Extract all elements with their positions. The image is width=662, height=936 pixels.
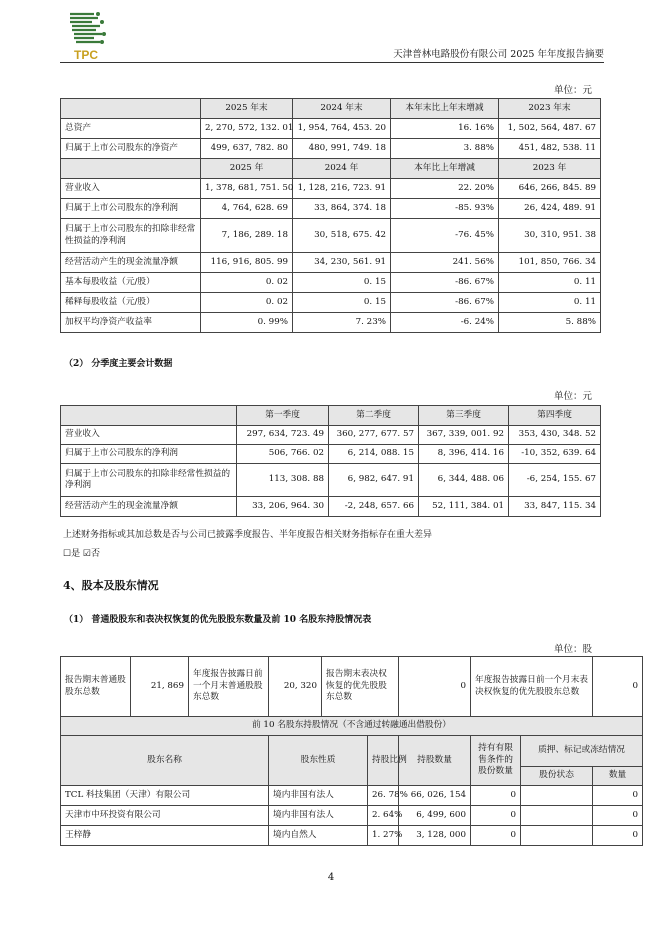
table-row: 加权平均净资产收益率 0. 99% 7. 23% -6. 24% 5. 88% bbox=[61, 313, 601, 333]
table-row: 营业收入 297, 634, 723. 49 360, 277, 677. 57 367, 339, 001. 92 353, 430, 348. 52 bbox=[61, 426, 601, 445]
discrepancy-note: 上述财务指标或其加总数是否与公司已披露季度报告、半年度报告相关财务指标存在重大差异 bbox=[63, 530, 433, 540]
table-row: 营业收入 1, 378, 681, 751. 50 1, 128, 216, 723. 91 22. 20% 646, 266, 845. 89 bbox=[61, 179, 601, 199]
shareholders-section-title: 4、股本及股东情况 bbox=[63, 579, 159, 592]
shareholders-table bbox=[60, 656, 643, 846]
table-row: 归属于上市公司股东的扣除非经常性损益的净利润 113, 308. 88 6, 982, 647. 91 6, 344, 488. 06 -6, 254, 155. 67 bbox=[61, 464, 601, 497]
table1-unit: 单位：元 bbox=[553, 85, 592, 96]
quarterly-data-table bbox=[60, 405, 601, 517]
shareholders-subsection-title: （1） 普通股股东和表决权恢复的优先股股东数量及前 10 名股东持股情况表 bbox=[64, 615, 372, 625]
shareholders-unit: 单位：股 bbox=[553, 644, 592, 655]
top10-header-row-2: 股份状态 数量 bbox=[61, 767, 643, 786]
table1-header-row: 2025 年末 2024 年末 本年末比上年末增减 2023 年末 bbox=[61, 99, 601, 119]
quarterly-header-row: 第一季度 第二季度 第三季度 第四季度 bbox=[61, 406, 601, 426]
report-header-title: 天津普林电路股份有限公司 2025 年年度报告摘要 bbox=[393, 49, 604, 60]
top10-header-row-1: 股东名称 股东性质 持股比例 持股数量 持有有限售条件的股份数量 质押、标记或冻结情况 bbox=[61, 736, 643, 767]
table-row: 归属于上市公司股东的净利润 4, 764, 628. 69 33, 864, 374. 18 -85. 93% 26, 424, 489. 91 bbox=[61, 199, 601, 219]
logo-circuit-icon bbox=[64, 10, 108, 62]
table-row: 基本每股收益（元/股） 0. 02 0. 15 -86. 67% 0. 11 bbox=[61, 273, 601, 293]
table-row: 总资产 2, 270, 572, 132. 01 1, 954, 764, 453. 20 16. 16% 1, 502, 564, 487. 67 bbox=[61, 119, 601, 139]
shareholder-summary-row bbox=[61, 657, 643, 717]
table-row: 天津市中环投资有限公司 境内非国有法人 2. 64% 6, 499, 600 0 0 bbox=[61, 806, 643, 826]
table-row: 归属于上市公司股东的净利润 506, 766. 02 6, 214, 088. 15 8, 396, 414. 16 -10, 352, 639. 64 bbox=[61, 445, 601, 464]
top10-caption-row bbox=[61, 717, 643, 736]
discrepancy-choice: ☐是 ☑否 bbox=[63, 549, 100, 559]
summary-value: 21, 869 bbox=[131, 657, 189, 717]
page-number: 4 bbox=[327, 872, 335, 883]
quarterly-section-title: （2） 分季度主要会计数据 bbox=[64, 359, 173, 369]
summary-value: 20, 320 bbox=[269, 657, 322, 717]
summary-label: 报告期末表决权恢复的优先股股东总数 bbox=[322, 657, 399, 717]
table-row: 归属于上市公司股东的净资产 499, 637, 782. 80 480, 991, 749. 18 3. 88% 451, 482, 538. 11 bbox=[61, 139, 601, 159]
logo-text: TPC bbox=[74, 48, 98, 62]
table-row: 经营活动产生的现金流量净额 33, 206, 964. 30 -2, 248, 657. 66 52, 111, 384. 01 33, 847, 115. 34 bbox=[61, 497, 601, 517]
summary-value: 0 bbox=[593, 657, 643, 717]
quarterly-unit: 单位：元 bbox=[553, 391, 592, 402]
table-row: 经营活动产生的现金流量净额 116, 916, 805. 99 34, 230, 561. 91 241. 56% 101, 850, 766. 34 bbox=[61, 253, 601, 273]
table-row: 王梓静 境内自然人 1. 27% 3, 128, 000 0 0 bbox=[61, 826, 643, 846]
table-row: TCL 科技集团（天津）有限公司 境内非国有法人 26. 78% 66, 026, 154 0 0 bbox=[61, 786, 643, 806]
summary-label: 年度报告披露日前一个月末普通股股东总数 bbox=[189, 657, 269, 717]
annual-key-data-table bbox=[60, 98, 601, 333]
table-row: 归属于上市公司股东的扣除非经常性损益的净利润 7, 186, 289. 18 30, 518, 675. 42 -76. 45% 30, 310, 951. 38 bbox=[61, 219, 601, 253]
summary-label: 年度报告披露日前一个月末表决权恢复的优先股股东总数 bbox=[471, 657, 593, 717]
table1-subheader-row: 2025 年 2024 年 本年比上年增减 2023 年 bbox=[61, 159, 601, 179]
summary-label: 报告期末普通股股东总数 bbox=[61, 657, 131, 717]
header-divider bbox=[60, 62, 604, 63]
table-row: 稀释每股收益（元/股） 0. 02 0. 15 -86. 67% 0. 11 bbox=[61, 293, 601, 313]
top10-caption: 前 10 名股东持股情况（不含通过转融通出借股份） bbox=[61, 717, 643, 736]
summary-value: 0 bbox=[399, 657, 471, 717]
company-logo bbox=[64, 10, 108, 62]
